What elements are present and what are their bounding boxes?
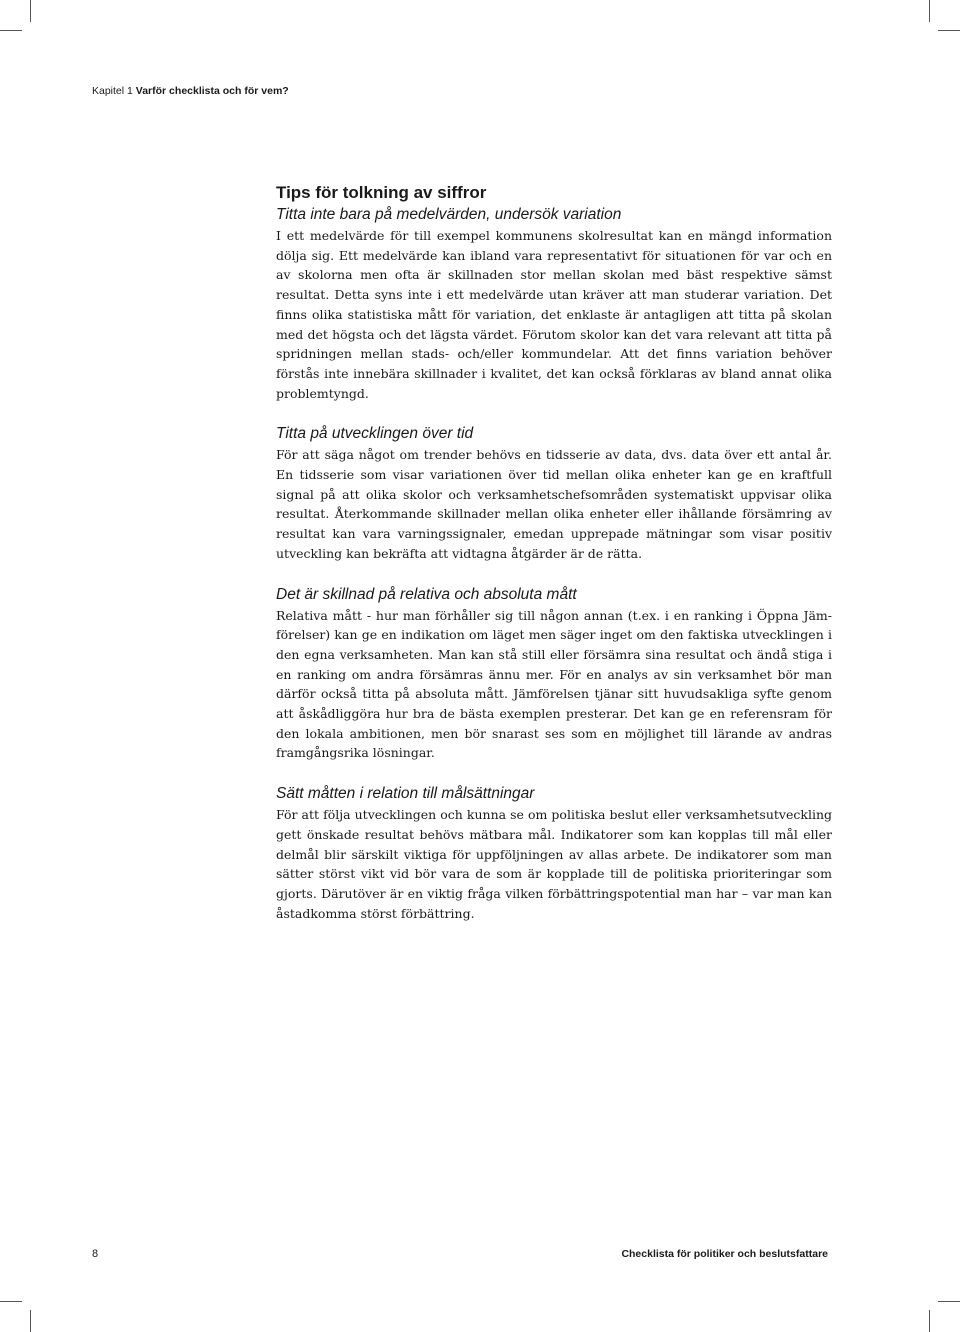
- section-tips: [276, 182, 832, 403]
- section-subtitle: Det är skillnad på relativa och absoluta mått: [276, 585, 577, 603]
- main-content: [276, 182, 832, 923]
- crop-mark: [929, 0, 930, 22]
- chapter-label: Kapitel 1: [92, 85, 133, 97]
- section-paragraph: För att säga något om trender behövs en tidsserie av data, dvs. data över ett antal år. En tidsserie som visar variationen över tid mellan olika enheter kan ge en kraftfull signal på att olika skolor och verksamhetschefsområden systematiskt uppvisar olika resultat. Återkommande skillnader mellan olika enheter eller ihållande försämring av resultat kan vara varningssignaler, emedan upprepade mätningar som visar positiv utveckling kan bekräfta att vidtagna åtgärder är de rätta.: [276, 447, 832, 561]
- section-goals: [276, 783, 832, 923]
- section-paragraph: Relativa mått - hur man förhåller sig till någon annan (t.ex. i en ranking i Öppna Jämförelser) kan ge en indikation om läget men säger inget om den faktiska utvecklingen i den egna verksamheten. Man kan stå still eller försämra sina resultat och ändå stiga i en ranking om andra försämras ännu mer. För en analys av sin verksamhet bör man därför också titta på absoluta mått. Jämförelsen tjänar sitt huvudsakliga syfte genom att åskådliggöra hur bra de bästa exemplen presterar. Det kan ge en referensram för den lokala ambitionen, men bör snarast ses som en möjlighet till lärande av andras framgångsrika lösningar.: [276, 607, 832, 761]
- section-relative-absolute: [276, 584, 832, 764]
- section-paragraph: I ett medelvärde för till exempel kommunens skolresultat kan en mängd information dölja sig. Ett medelvärde kan ibland vara representativt för situationen för var och en av skolorna men ofta är skillnaden stor mellan skolan med bäst respektive sämst resultat. Detta syns inte i ett medelvärde utan kräver att man studerar variation. Det finns olika statistiska mått för variation, det enklaste är antagligen att titta på skolan med det högsta och det lägsta värdet. Förutom skolor kan det vara relevant att titta på spridningen mellan stads- och/eller kommundelar. Att det finns variation behöver förstås inte innebära skillnader i kvalitet, det kan också förklaras av bland annat olika problemtyngd.: [276, 228, 832, 401]
- crop-mark: [938, 30, 960, 31]
- crop-mark: [30, 0, 31, 22]
- crop-mark: [0, 30, 22, 31]
- section-subtitle: Titta på utvecklingen över tid: [276, 425, 474, 443]
- crop-mark: [938, 1301, 960, 1302]
- section-title: Tips för tolkning av siffror: [276, 183, 487, 202]
- publication-title: Checklista för politiker och beslutsfattare: [621, 1248, 828, 1260]
- section-paragraph: För att följa utvecklingen och kunna se om politiska beslut eller verksamhetsutveckling gett önskade resultat behövs mätbara mål. Indikatorer som kan kopplas till mål eller delmål blir särskilt viktiga för uppföljningen av allas arbete. De indikatorer som man sätter störst vikt vid bör vara de som är kopplade till de politiska prioriteringar som gjorts. Därutöver är en viktig fråga vilken förbättringspotential man har – var man kan åstadkomma störst förbättring.: [276, 807, 832, 921]
- section-subtitle: Titta inte bara på medelvärden, undersök variation: [276, 206, 622, 223]
- chapter-title: Varför checklista och för vem?: [135, 85, 289, 97]
- crop-mark: [30, 1310, 31, 1332]
- section-trends: [276, 423, 832, 563]
- crop-mark: [0, 1301, 22, 1302]
- section-subtitle: Sätt måtten i relation till målsättningar: [276, 785, 535, 803]
- running-head: [92, 85, 289, 97]
- crop-mark: [929, 1310, 930, 1332]
- page-number: 8: [92, 1248, 99, 1260]
